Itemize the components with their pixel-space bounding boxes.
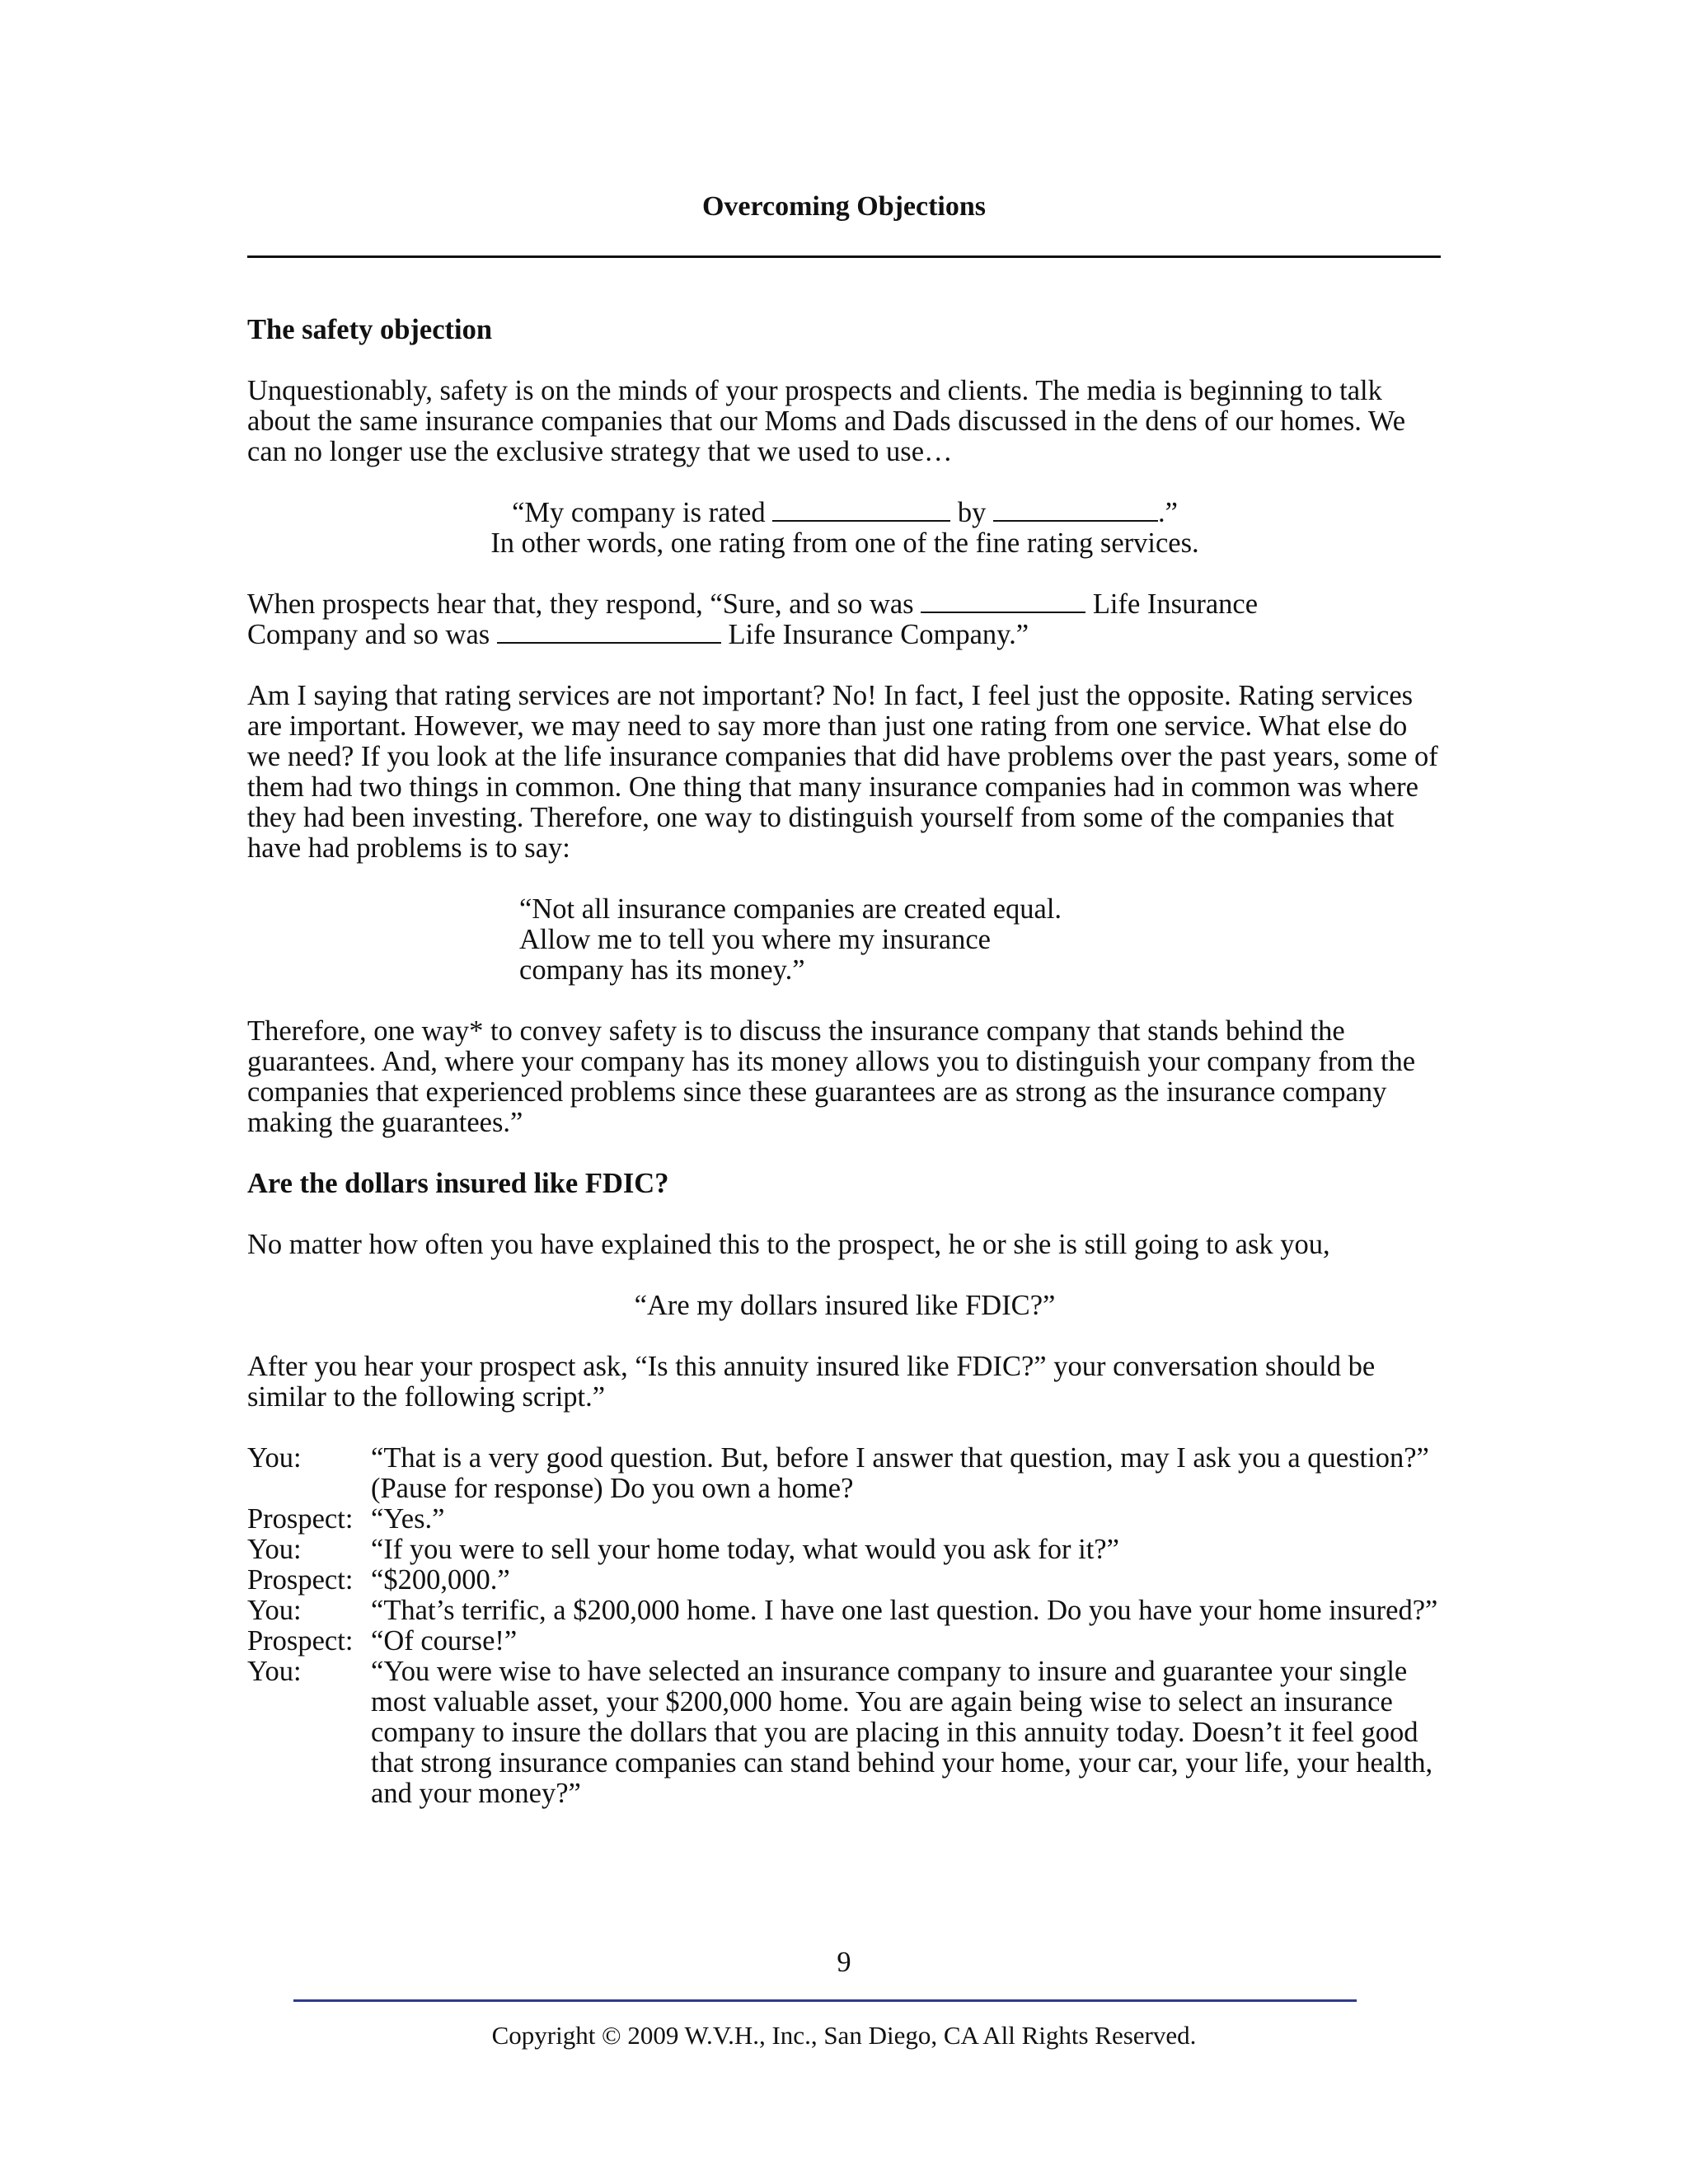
copyright-notice: Copyright © 2009 W.V.H., Inc., San Diego, CA All Rights Reserved. xyxy=(491,2021,1197,2050)
quote-line: company has its money.” xyxy=(519,954,805,986)
quote-rated-text-a: “My company is rated xyxy=(512,497,766,528)
paragraph-safety-intro: Unquestionably, safety is on the minds of your prospects and clients. The media is beginning to talk about the same insurance companies that our Moms and Dads discussed in the dens of our homes. We can no longer use the exclusive strategy that we used to use… xyxy=(247,375,1406,467)
page-number: 9 xyxy=(837,1947,851,1978)
quote-line: Allow me to tell you where my insurance xyxy=(519,924,991,955)
quote-rated-explanation: In other words, one rating from one of the fine rating services. xyxy=(490,527,1199,559)
dialogue-continuation: (Pause for response) Do you own a home? xyxy=(371,1473,854,1504)
quote-line: “Not all insurance companies are created equal. xyxy=(519,893,1062,925)
speaker-label: Prospect: xyxy=(247,1625,354,1657)
dialogue-line xyxy=(247,1565,1442,1596)
speaker-label: You: xyxy=(247,1595,302,1626)
prospects-respond-text-d: Life Insurance Company.” xyxy=(728,619,1029,650)
dialogue-text: “Yes.” xyxy=(371,1503,445,1535)
quote-rated-text-b: by xyxy=(957,497,987,528)
prospects-respond-text-c: Company and so was xyxy=(247,619,490,650)
dialogue-text: “If you were to sell your home today, what would you ask for it?” xyxy=(371,1534,1119,1565)
section-heading-fdic: Are the dollars insured like FDIC? xyxy=(247,1168,669,1199)
footer-rule xyxy=(293,1999,1357,2002)
paragraph-fdic-intro: No matter how often you have explained this to the prospect, he or she is still going to ask you, xyxy=(247,1229,1330,1260)
paragraph-rating-services: Am I saying that rating services are not important? No! In fact, I feel just the opposite. Rating services are important. However, we may need to say more than just one rating from one service. What else do we need? If you look at the life insurance companies that did have problems over the past years, some of them had two things in common. One thing that many insurance companies had in common was where they had been investing. Therefore, one way to distinguish yourself from some of the companies that have had problems is to say: xyxy=(247,680,1438,864)
paragraph-convey-safety: Therefore, one way* to convey safety is to discuss the insurance company that stands behind the guarantees. And, where your company has its money allows you to distinguish your company from the companies that experienced problems since these guarantees are as strong as the insurance company making the guarantees.” xyxy=(247,1015,1416,1138)
paragraph-prospects-respond xyxy=(247,589,1442,650)
blank-rating xyxy=(772,499,950,522)
paragraph-script-intro: After you hear your prospect ask, “Is this annuity insured like FDIC?” your conversation should be similar to the following script.” xyxy=(247,1351,1376,1413)
dialogue-line xyxy=(247,1596,1442,1626)
dialogue-line xyxy=(247,1626,1442,1657)
speaker-label: Prospect: xyxy=(247,1564,354,1596)
dialogue-text: “$200,000.” xyxy=(371,1564,510,1596)
dialogue-text: “You were wise to have selected an insurance company to insure and guarantee your single most valuable asset, your $200,000 home. You are again being wise to select an insurance company to insure the dollars that you are placing in this annuity today. Doesn’t it feel good that strong insurance companies can stand behind your home, your car, your life, your health, and your money?” xyxy=(371,1656,1433,1809)
quote-rated-line xyxy=(247,498,1442,528)
prospects-respond-text-a: When prospects hear that, they respond, “Sure, and so was xyxy=(247,588,914,620)
quote-not-all-equal xyxy=(247,894,1442,986)
dialogue-line xyxy=(247,1504,1442,1535)
dialogue-text: “That is a very good question. But, before I answer that question, may I ask you a question?” xyxy=(371,1442,1429,1474)
speaker-label: You: xyxy=(247,1656,302,1687)
dialogue-line xyxy=(247,1535,1442,1565)
blank-rating-service xyxy=(993,499,1158,522)
dialogue-line xyxy=(247,1657,1442,1809)
speaker-label: Prospect: xyxy=(247,1503,354,1535)
section-heading-safety: The safety objection xyxy=(247,314,493,345)
speaker-label: You: xyxy=(247,1534,302,1565)
page-body xyxy=(247,315,1442,1809)
prospects-respond-text-b: Life Insurance xyxy=(1092,588,1259,620)
blank-company-2 xyxy=(497,621,721,644)
blank-company-1 xyxy=(921,590,1085,613)
dialogue-text: “Of course!” xyxy=(371,1625,518,1657)
speaker-label: You: xyxy=(247,1442,302,1474)
dialogue-script xyxy=(247,1443,1442,1809)
dialogue-line xyxy=(247,1443,1442,1474)
quote-rated-text-c: .” xyxy=(1157,497,1178,528)
header-rule xyxy=(247,255,1441,258)
running-header: Overcoming Objections xyxy=(701,191,987,222)
quote-fdic: “Are my dollars insured like FDIC?” xyxy=(634,1290,1056,1321)
dialogue-text: “That’s terrific, a $200,000 home. I have one last question. Do you have your home insured?” xyxy=(371,1595,1438,1626)
